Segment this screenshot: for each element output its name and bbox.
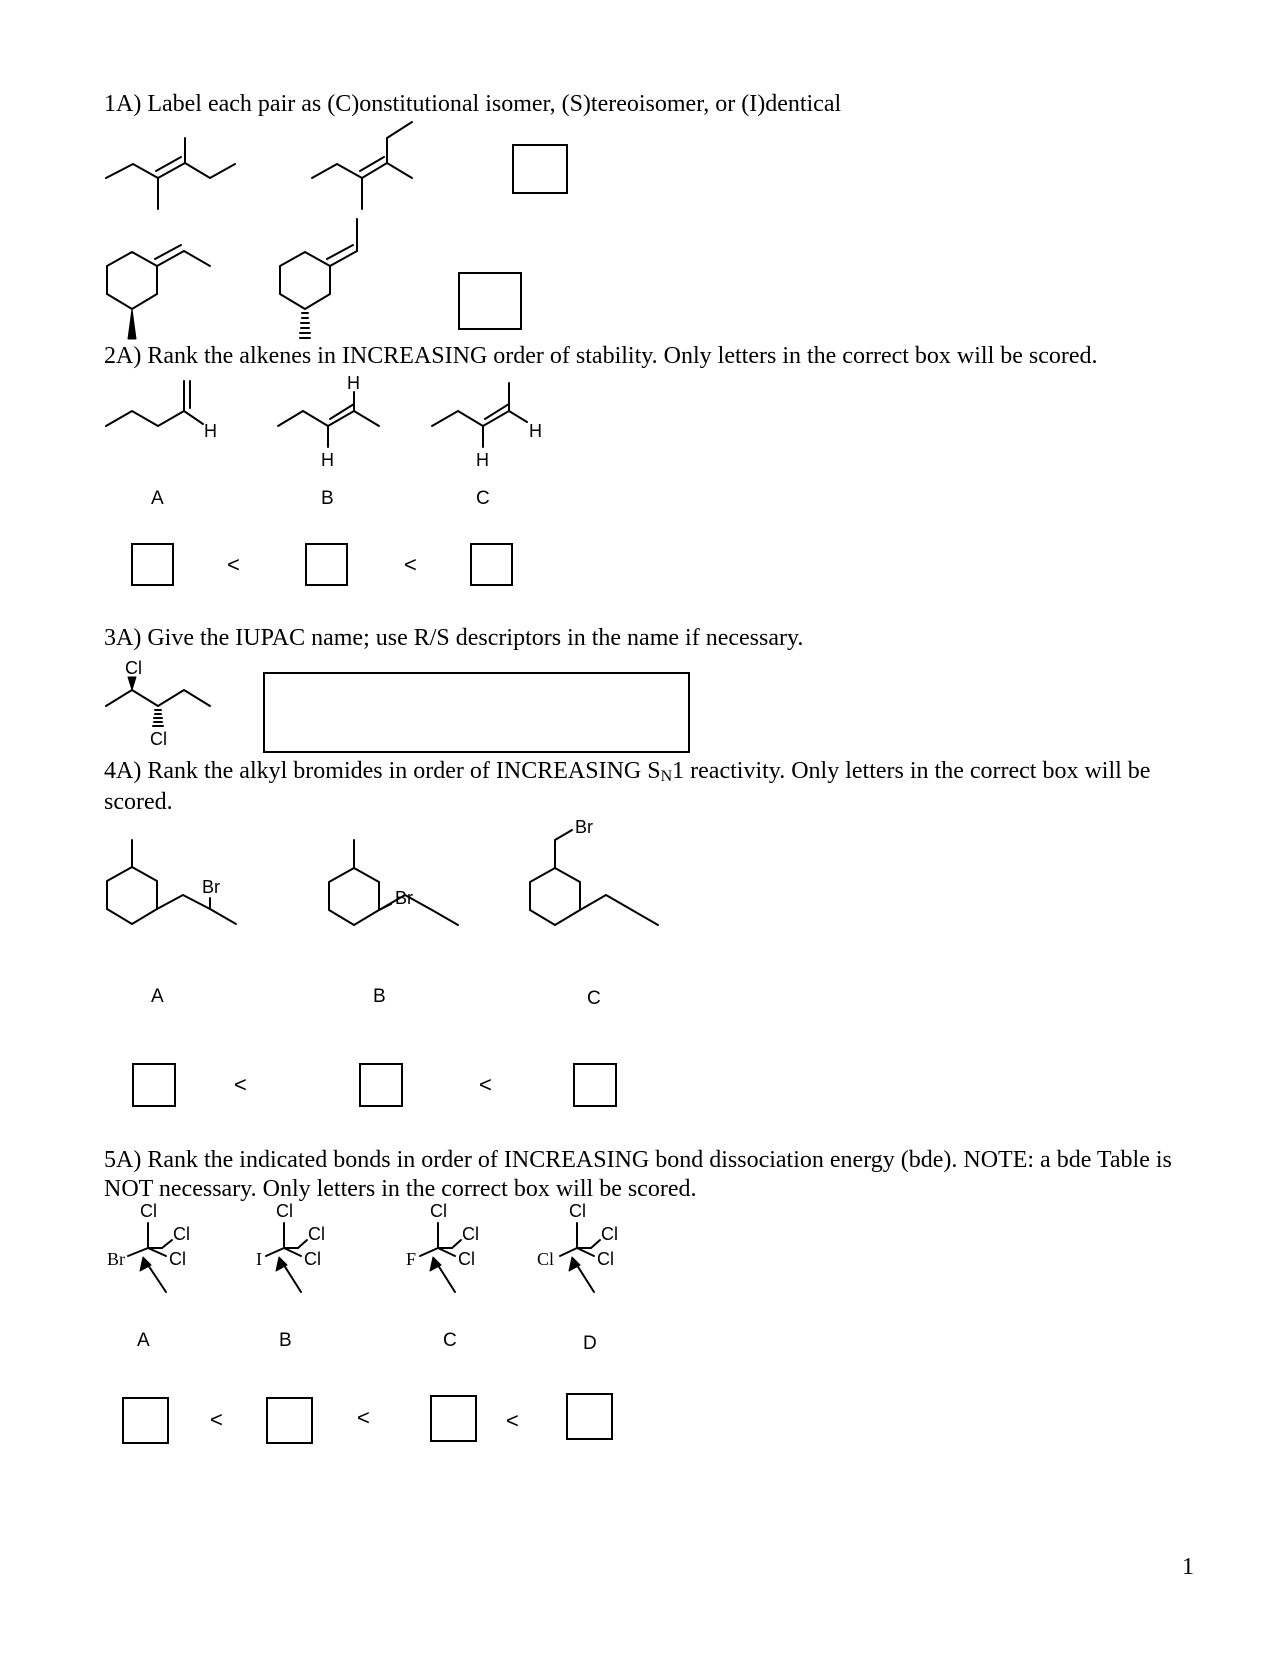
- q5-less-than-3: <: [506, 1408, 519, 1433]
- q5-molecule-c: [406, 1201, 479, 1292]
- q4-c-br-atom: Br: [575, 817, 593, 837]
- q5-d-cl-top: Cl: [569, 1201, 586, 1221]
- q5-d-cl-hash: Cl: [601, 1224, 618, 1244]
- q5-c-cl-hash: Cl: [462, 1224, 479, 1244]
- q4-label-a: A: [151, 986, 164, 1007]
- q3-prompt: 3A) Give the IUPAC name; use R/S descriptors in the name if necessary.: [104, 625, 804, 651]
- q4-less-than-1: <: [234, 1072, 247, 1097]
- q4-label-c: C: [587, 988, 601, 1009]
- q5-a-cl-right: Cl: [169, 1249, 186, 1269]
- q4-label-b: B: [373, 986, 386, 1007]
- q2-c-h-right: H: [529, 421, 542, 441]
- q5-label-a: A: [137, 1330, 150, 1351]
- q5-answer-box-1[interactable]: [122, 1397, 169, 1444]
- q2-label-a: A: [151, 488, 164, 509]
- q5-label-d: D: [583, 1333, 597, 1354]
- q5-prompt: 5A) Rank the indicated bonds in order of INCREASING bond dissociation energy (bde). NOTE: a bde Table is NOT necessary. Only letters in the correct box will be scored.: [104, 1147, 1172, 1202]
- q5-label-b: B: [279, 1330, 292, 1351]
- q4-less-than-2: <: [479, 1072, 492, 1097]
- q5-answer-box-3[interactable]: [430, 1395, 477, 1442]
- q2-less-than-2: <: [404, 552, 417, 577]
- q5-less-than-2: <: [357, 1405, 370, 1430]
- q5-c-cl-top: Cl: [430, 1201, 447, 1221]
- q2-a-h-atom: H: [204, 421, 217, 441]
- q2-b-h-top: H: [347, 373, 360, 393]
- q5-molecule-b: [256, 1201, 325, 1292]
- q2-less-than-1: <: [227, 552, 240, 577]
- q3-cl-bottom: Cl: [150, 729, 167, 749]
- q5-d-substituent: Cl: [537, 1249, 555, 1269]
- q5-b-cl-right: Cl: [304, 1249, 321, 1269]
- q5-d-cl-right: Cl: [597, 1249, 614, 1269]
- q5-b-substituent: I: [256, 1249, 262, 1269]
- q4-prompt-part1: 4A) Rank the alkyl bromides in order of INCREASING S: [104, 758, 661, 784]
- q5-molecule-d: [537, 1201, 618, 1292]
- q2-c-h-bottom: H: [476, 450, 489, 470]
- q2-prompt: 2A) Rank the alkenes in INCREASING order of stability. Only letters in the correct box will be scored.: [104, 343, 1098, 369]
- page-number: 1: [1182, 1554, 1194, 1580]
- q4-b-br-atom: Br: [395, 888, 413, 908]
- q3-cl-top: Cl: [125, 658, 142, 678]
- q2-label-c: C: [476, 488, 490, 509]
- q5-label-c: C: [443, 1330, 457, 1351]
- q5-a-cl-hash: Cl: [173, 1224, 190, 1244]
- q5-c-substituent: F: [406, 1249, 417, 1269]
- q4-prompt-subscript: N: [660, 768, 673, 785]
- q5-a-substituent: Br: [107, 1249, 125, 1269]
- q2-label-b: B: [321, 488, 334, 509]
- q5-answer-box-4[interactable]: [566, 1393, 613, 1440]
- q4-a-br-atom: Br: [202, 877, 220, 897]
- q4-prompt-part2: 1 reactivity. Only letters in the correct box will be scored.: [104, 758, 1151, 815]
- q5-c-cl-right: Cl: [458, 1249, 475, 1269]
- q5-answer-box-2[interactable]: [266, 1397, 313, 1444]
- q5-b-cl-hash: Cl: [308, 1224, 325, 1244]
- q5-a-cl-top: Cl: [140, 1201, 157, 1221]
- q5-b-cl-top: Cl: [276, 1201, 293, 1221]
- q1-prompt: 1A) Label each pair as (C)onstitutional isomer, (S)tereoisomer, or (I)dentical: [104, 91, 842, 117]
- q5-less-than-1: <: [210, 1407, 223, 1432]
- q2-b-h-bottom: H: [321, 450, 334, 470]
- q5-molecule-a: [107, 1201, 190, 1292]
